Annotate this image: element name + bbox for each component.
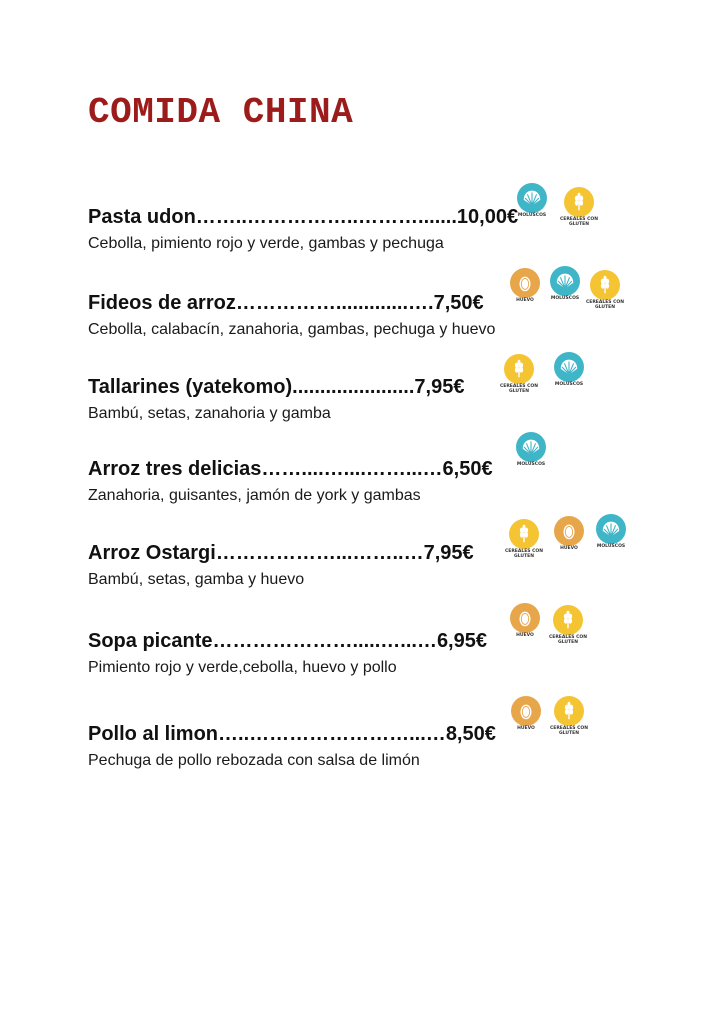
dish-price: 6,95€ xyxy=(436,630,487,652)
page-title: COMIDA CHINA xyxy=(88,92,354,133)
allergen-label: MOLUSCOS xyxy=(596,544,626,549)
dish-description: Pechuga de pollo rebozada con salsa de limón xyxy=(88,752,420,769)
allergen-label: CEREALES CON GLUTEN xyxy=(504,549,544,559)
allergen-label: CEREALES CON GLUTEN xyxy=(548,635,588,645)
dish-title-line xyxy=(88,722,496,746)
dish-description: Cebolla, calabacín, zanahoria, gambas, pechuga y huevo xyxy=(88,321,496,338)
allergen-label: MOLUSCOS xyxy=(550,296,580,301)
dish-price: 7,95€ xyxy=(423,542,474,564)
dish-title-line xyxy=(88,291,484,315)
wheat-icon xyxy=(553,605,583,635)
menu-item-tallarines xyxy=(88,375,708,445)
menu-item-sopa-picante xyxy=(88,629,708,699)
dish-name: Arroz tres delicias xyxy=(88,458,262,480)
allergen-label: CEREALES CON GLUTEN xyxy=(559,217,599,227)
dish-description: Pimiento rojo y verde,cebolla, huevo y pollo xyxy=(88,659,397,676)
dish-leader-dots: ……..……………..………....... xyxy=(195,206,457,228)
shell-icon xyxy=(550,266,580,296)
wheat-icon xyxy=(554,696,584,726)
dish-description: Zanahoria, guisantes, jamón de york y gambas xyxy=(88,487,421,504)
shell-icon xyxy=(516,432,546,462)
dish-leader-dots: …..……………………...… xyxy=(218,723,446,745)
egg-icon xyxy=(510,603,540,633)
allergen-label: CEREALES CON GLUTEN xyxy=(585,300,625,310)
allergen-label: HUEVO xyxy=(516,298,534,303)
allergen-gluten xyxy=(502,519,546,563)
dish-price: 7,95€ xyxy=(414,376,465,398)
dish-title-line xyxy=(88,457,493,481)
allergen-moluscos xyxy=(547,352,591,396)
shell-icon xyxy=(596,514,626,544)
dish-name: Tallarines (yatekomo) xyxy=(88,376,293,398)
allergen-huevo xyxy=(547,516,591,560)
allergen-label: CEREALES CON GLUTEN xyxy=(499,384,539,394)
allergen-gluten xyxy=(557,187,601,231)
allergen-label: MOLUSCOS xyxy=(554,382,584,387)
allergen-label: MOLUSCOS xyxy=(517,213,547,218)
wheat-icon xyxy=(504,354,534,384)
dish-name: Fideos de arroz xyxy=(88,292,236,314)
dish-title-line xyxy=(88,541,474,565)
dish-name: Arroz Ostargi xyxy=(88,542,216,564)
dish-leader-dots: ………………….....…...… xyxy=(212,630,437,652)
dish-name: Pasta udon xyxy=(88,206,196,228)
dish-name: Sopa picante xyxy=(88,630,213,652)
allergen-label: MOLUSCOS xyxy=(516,462,546,467)
wheat-icon xyxy=(509,519,539,549)
dish-title-line xyxy=(88,629,487,653)
allergen-label: HUEVO xyxy=(516,633,534,638)
dish-price: 7,50€ xyxy=(433,292,484,314)
allergen-gluten xyxy=(583,270,627,314)
dish-title-line xyxy=(88,205,518,229)
shell-icon xyxy=(517,183,547,213)
dish-leader-dots: ………………...……..… xyxy=(215,542,424,564)
allergen-moluscos xyxy=(510,183,554,227)
dish-leader-dots: …………….............…. xyxy=(235,292,434,314)
dish-name: Pollo al limon xyxy=(88,723,219,745)
wheat-icon xyxy=(564,187,594,217)
dish-description: Bambú, setas, gamba y huevo xyxy=(88,571,305,588)
allergen-gluten xyxy=(546,605,590,649)
allergen-huevo xyxy=(503,268,547,312)
shell-icon xyxy=(554,352,584,382)
allergen-moluscos xyxy=(589,514,633,558)
menu-item-pollo-al-limon xyxy=(88,722,708,792)
allergen-moluscos xyxy=(509,432,553,476)
egg-icon xyxy=(510,268,540,298)
allergen-gluten xyxy=(547,696,591,740)
wheat-icon xyxy=(590,270,620,300)
dish-title-line xyxy=(88,375,464,399)
dish-leader-dots: ……....…....……...… xyxy=(261,458,443,480)
dish-description: Bambú, setas, zanahoria y gamba xyxy=(88,405,331,422)
dish-price: 10,00€ xyxy=(456,206,519,228)
egg-icon xyxy=(554,516,584,546)
dish-price: 6,50€ xyxy=(442,458,493,480)
allergen-label: CEREALES CON GLUTEN xyxy=(549,726,589,736)
egg-icon xyxy=(511,696,541,726)
dish-leader-dots: ...................... xyxy=(292,376,415,398)
allergen-label: HUEVO xyxy=(560,546,578,551)
dish-description: Cebolla, pimiento rojo y verde, gambas y pechuga xyxy=(88,235,444,252)
dish-price: 8,50€ xyxy=(445,723,496,745)
allergen-label: HUEVO xyxy=(517,726,535,731)
allergen-gluten xyxy=(497,354,541,398)
menu-item-pasta-udon xyxy=(88,205,708,275)
